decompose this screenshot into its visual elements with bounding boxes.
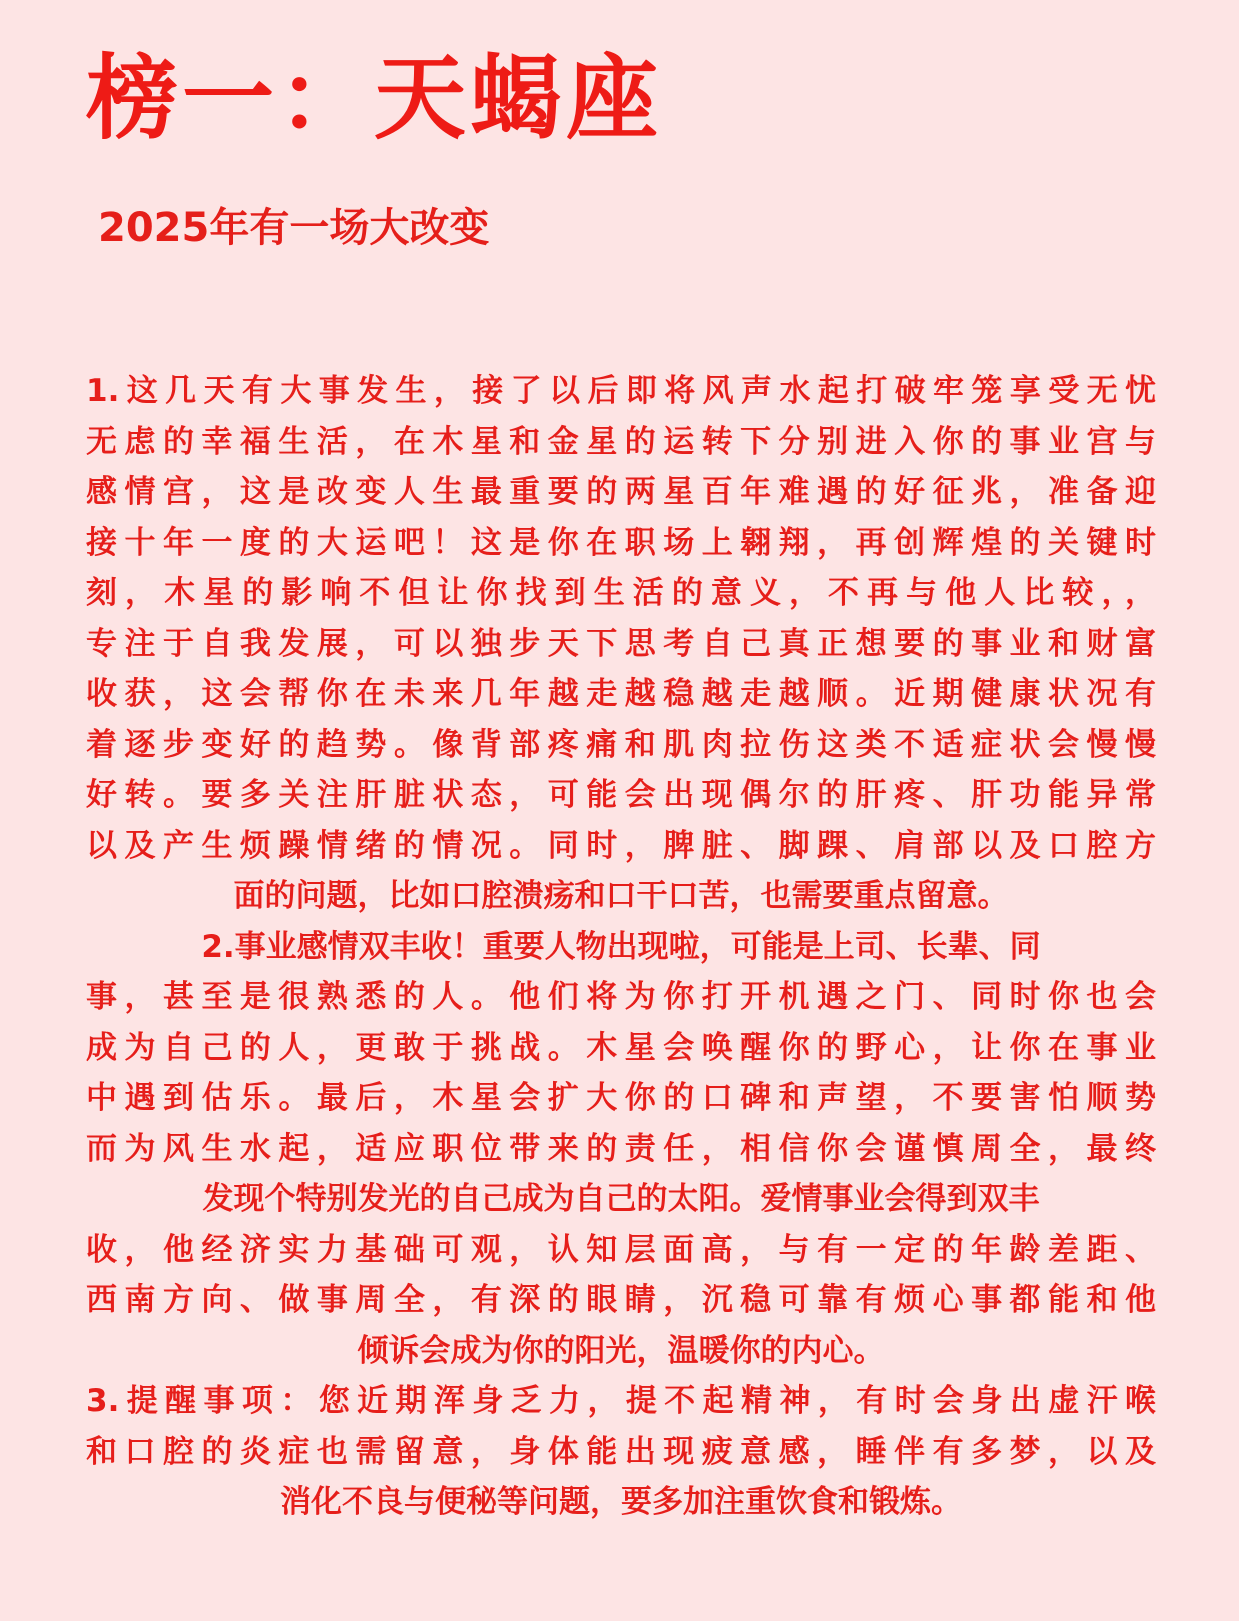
text-line: 中遇到估乐。最后，木星会扩大你的口碑和声望，不要害怕顺势 xyxy=(86,1080,1156,1116)
text-line: 3.提醒事项：您近期浑身乏力，提不起精神，有时会身出虚汗喉 xyxy=(86,1383,1156,1419)
text-line: 和口腔的炎症也需留意，身体能出现疲意感，睡伴有多梦，以及 xyxy=(86,1433,1156,1470)
text-line: 事，甚至是很熟悉的人。他们将为你打开机遇之门、同时你也会 xyxy=(86,979,1156,1015)
article-body xyxy=(86,366,1156,1528)
text-line: 1.这几天有大事发生，接了以后即将风声水起打破牢笼享受无忧 xyxy=(86,373,1156,409)
page-title: 榜一：天蝎座 xyxy=(86,44,663,152)
text-line: 收，他经济实力基础可观，认知层面高，与有一定的年龄差距、 xyxy=(86,1231,1156,1268)
text-line: 西南方向、做事周全，有深的眼睛，沉稳可靠有烦心事都能和他 xyxy=(86,1282,1156,1318)
text-line: 而为风生水起，适应职位带来的责任，相信你会谨慎周全，最终 xyxy=(86,1130,1156,1167)
text-line: 好转。要多关注肝脏状态，可能会出现偶尔的肝疼、肝功能异常 xyxy=(86,777,1156,813)
text-line: 以及产生烦躁情绪的情况。同时，脾脏、脚踝、肩部以及口腔方 xyxy=(86,827,1156,864)
text-line: 刻，木星的影响不但让你找到生活的意义，不再与他人比较，， xyxy=(86,575,1156,611)
text-line: 接十年一度的大运吧！这是你在职场上翱翔，再创辉煌的关键时 xyxy=(86,524,1156,561)
text-line: 收获，这会帮你在未来几年越走越稳越走越顺。近期健康状况有 xyxy=(86,676,1156,712)
text-line: 倾诉会成为你的阳光，温暖你的内心。 xyxy=(357,1332,885,1369)
text-line: 消化不良与便秘等问题，要多加注重饮食和锻炼。 xyxy=(280,1484,962,1520)
page-subtitle: 2025年有一场大改变 xyxy=(98,205,490,251)
text-line: 无虑的幸福生活，在木星和金星的运转下分别进入你的事业宫与 xyxy=(86,423,1156,460)
text-line: 感情宫，这是改变人生最重要的两星百年难遇的好征兆，准备迎 xyxy=(86,474,1156,510)
text-line: 面的问题，比如口腔溃疡和口干口苦，也需要重点留意。 xyxy=(233,878,1009,914)
text-line: 发现个特别发光的自己成为自己的太阳。爱情事业会得到双丰 xyxy=(202,1181,1040,1217)
text-line: 专注于自我发展，可以独步天下思考自己真正想要的事业和财富 xyxy=(86,625,1156,662)
text-line: 着逐步变好的趋势。像背部疼痛和肌肉拉伤这类不适症状会慢慢 xyxy=(86,726,1156,763)
text-line: 2.事业感情双丰收！重要人物出现啦，可能是上司、长辈、同 xyxy=(201,928,1041,965)
text-line: 成为自己的人，更敢于挑战。木星会唤醒你的野心，让你在事业 xyxy=(86,1029,1156,1066)
